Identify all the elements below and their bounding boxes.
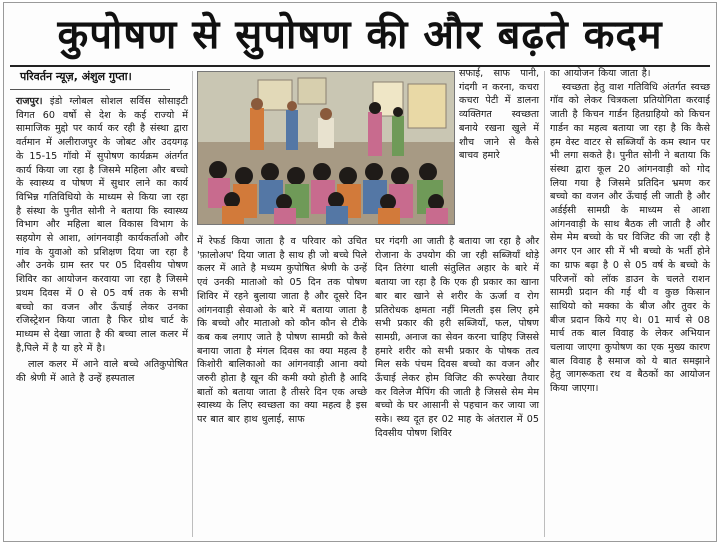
headline: कुपोषण से सुपोषण की और बढ़ते कदम: [57, 11, 663, 58]
col1-text: इंडो ग्लोबल सोशल सर्विस सोसाइटी विगत 60 वर्षो से देश के कई राज्यो में सामाजिक मुद्दो पर कार्य कर रही है संस्था द्वारा वर्तमान में अलीराजपुर के जोबट और उदयगढ़ के 15-15 गॉवो में सुपोषण कार्यक्रम अंतर्गत कार्य किया जा रहा है जिसमे महिला और बच्चो के स्वास्थ्य व पोषण में सुधार लाने का कार्य विभिन्न गतिविधियो के माध्यम से किया जा रहा है संस्था के पुनीत सोनी ने बताया कि स्वास्थ्य विभाग और महिला बाल विकास विभाग के सहयोग से आशा, आंगनवाड़ी कार्यकर्ताओ और गांव के युवाओ को प्रशिक्षण दिया जा रहा है और उनके ग्राम स्तर पर 05 दिवसीय पोषण शिविर का आयोजन करवाया जा रहा है जिसमे प्रथम दिवस में 0 से 05 वर्ष तक के सभी बच्चो का वजन और ऊँचाई लेकर उनका रजिस्ट्रेशन किया जाता है फिर ग्रोथ चार्ट के माध्यम से देखा जाता है की बच्चा लाल कलर में है,पिले में है या हरे में है।: [16, 96, 188, 354]
column-3-top: [459, 67, 539, 163]
column-2: [197, 235, 367, 427]
dateline: राजपुर।: [16, 96, 43, 107]
col2-text: में रेफर्ड किया जाता है व परिवार को उचित 'फ़ालोअप' दिया जाता है साथ ही जो बच्चे पिले कलर में आते है मध्यम कुपोषित श्रेणी के उन्हें एवं उनकी माताओ को 05 दिन तक पोषण शिविर में रहने बुलाया जाता है और दूसरे दिन आंगनवाड़ी सेवाओ के बारे में बताया जाता है कि बच्चो और माताओ को कौन कौन से टीके कब कब लगाए जाते है पोषण सामग्री को कैसे बनाया जाता है मंगल दिवस का क्या महत्व है किशोरी बालिकाओ का आंगनवाड़ी आना क्यो जरुरी होता है खून की कमी क्यो होती है आदि बातों को बताया जाता है तीसरे दिन एक अच्छे स्वास्थ्य के लिए स्वच्छता का क्या महत्व है इस पर बात बार हाथ धुलाई, साफ: [197, 236, 367, 426]
newspaper-clipping: [3, 2, 717, 542]
column-4: [550, 67, 710, 396]
col1-continuation: लाल कलर में आने वाले बच्चे अतिकुपोषित की श्रेणी में आते है उन्हें हस्पताल: [16, 359, 188, 385]
col4-opening: का आयोजन किया जाता है।: [550, 68, 651, 79]
col3b-text: घर गंदगी आ जाती है बताया जा रहा है और रोजाना के उपयोग की जा रही सब्जियाँ थोड़े दिन तिरंगा थाली संतुलित अहार के बारे में बताया जा रहा है कि एक ही प्रकार का खाना बार बार खाने से शरीर के ऊर्जा व रोग प्रतिरोधक क्षमता नहीं मिलती इस लिए हमे सभी प्रकार की हरी सब्जियाँ, फल, पोषण सामग्री, अनाज का सेवन करना चाहिए जिससे हमारे शरीर को सभी प्रकार के पोषक तत्व मिल सके पंचम दिवस बच्चो का वजन और ऊँचाई लेकर होम विजिट की रूपरेखा तैयार कर विलेज मैपिंग की जाती है जिससे सेम मेम बच्चो के घर आसानी से पहचान कर जाया जा सके। स्थ्य दूत हर 02 माह के अंतराल में 05 दिवसीय पोषण शिविर: [375, 236, 539, 439]
photo-illustration: [198, 72, 454, 224]
column-divider: [192, 71, 193, 537]
col3-text: सफाई, साफ पानी, गंदगी न करना, कचरा कचरा पेटी में डालना व्यक्तिगत स्वच्छता बनाये रखना खुले में शौच जाने से कैसे बाचव हमारे: [459, 68, 539, 162]
byline-rule: [10, 89, 170, 90]
column-1: [16, 95, 188, 386]
column-3-bottom: [375, 235, 539, 441]
training-camp-photo: [197, 71, 455, 225]
col4-text: स्वच्छता हेतु वाश गतिविधि अंतर्गत स्वच्छ गॉव को लेकर चित्रकला प्रतियोगिता करवाई जाती है किचन गार्डन हितग्राहियो को किचन गार्डन का महत्व बताया जा रहा है कि कैसे हम वेस्ट वाटर से सब्जियाँ के कम स्थान पर भी लगा सकते है। पुनीत सोनी ने बताया कि संस्था द्वारा कूल 20 आंगनवाड़ी को गोद लिया गया है जिसमे प्रतिदिन भ्रमण कर बच्चो का वजन और ऊँचाई ली जाती है और अर्डईसी सामग्री के माध्यम से आशा आंगनवाड़ी के साथ बैठक ली जाती है और सेम मेम बच्चो के घर विजिट की जा रही है अगर एन आर सी में भी बच्चो के भर्ती होने का ग्राफ बढ़ा है 0 से 05 वर्ष के बच्चो के परिजनों को लॉक डाउन के चलते राशन सामग्री प्रदान की गई थी व कुछ किसान साथियो को मक्का के बीज और तुवर के बीज प्रदान किये गए थे। 01 मार्च से 08 मार्च तक बाल विवाह के लेकर अभियान चलाया जाएगा कुपोषण का एक मुख्य कारण बाल विवाह है समाज को ये बात समझाने हेतु जागरूकता रथ व बैठकों का आयोजन किया जाएगा।: [550, 81, 710, 395]
paragraph: [16, 95, 188, 355]
column-divider: [544, 71, 545, 537]
byline: परिवर्तन न्यूज़, अंशुल गुप्ता।: [20, 70, 132, 83]
